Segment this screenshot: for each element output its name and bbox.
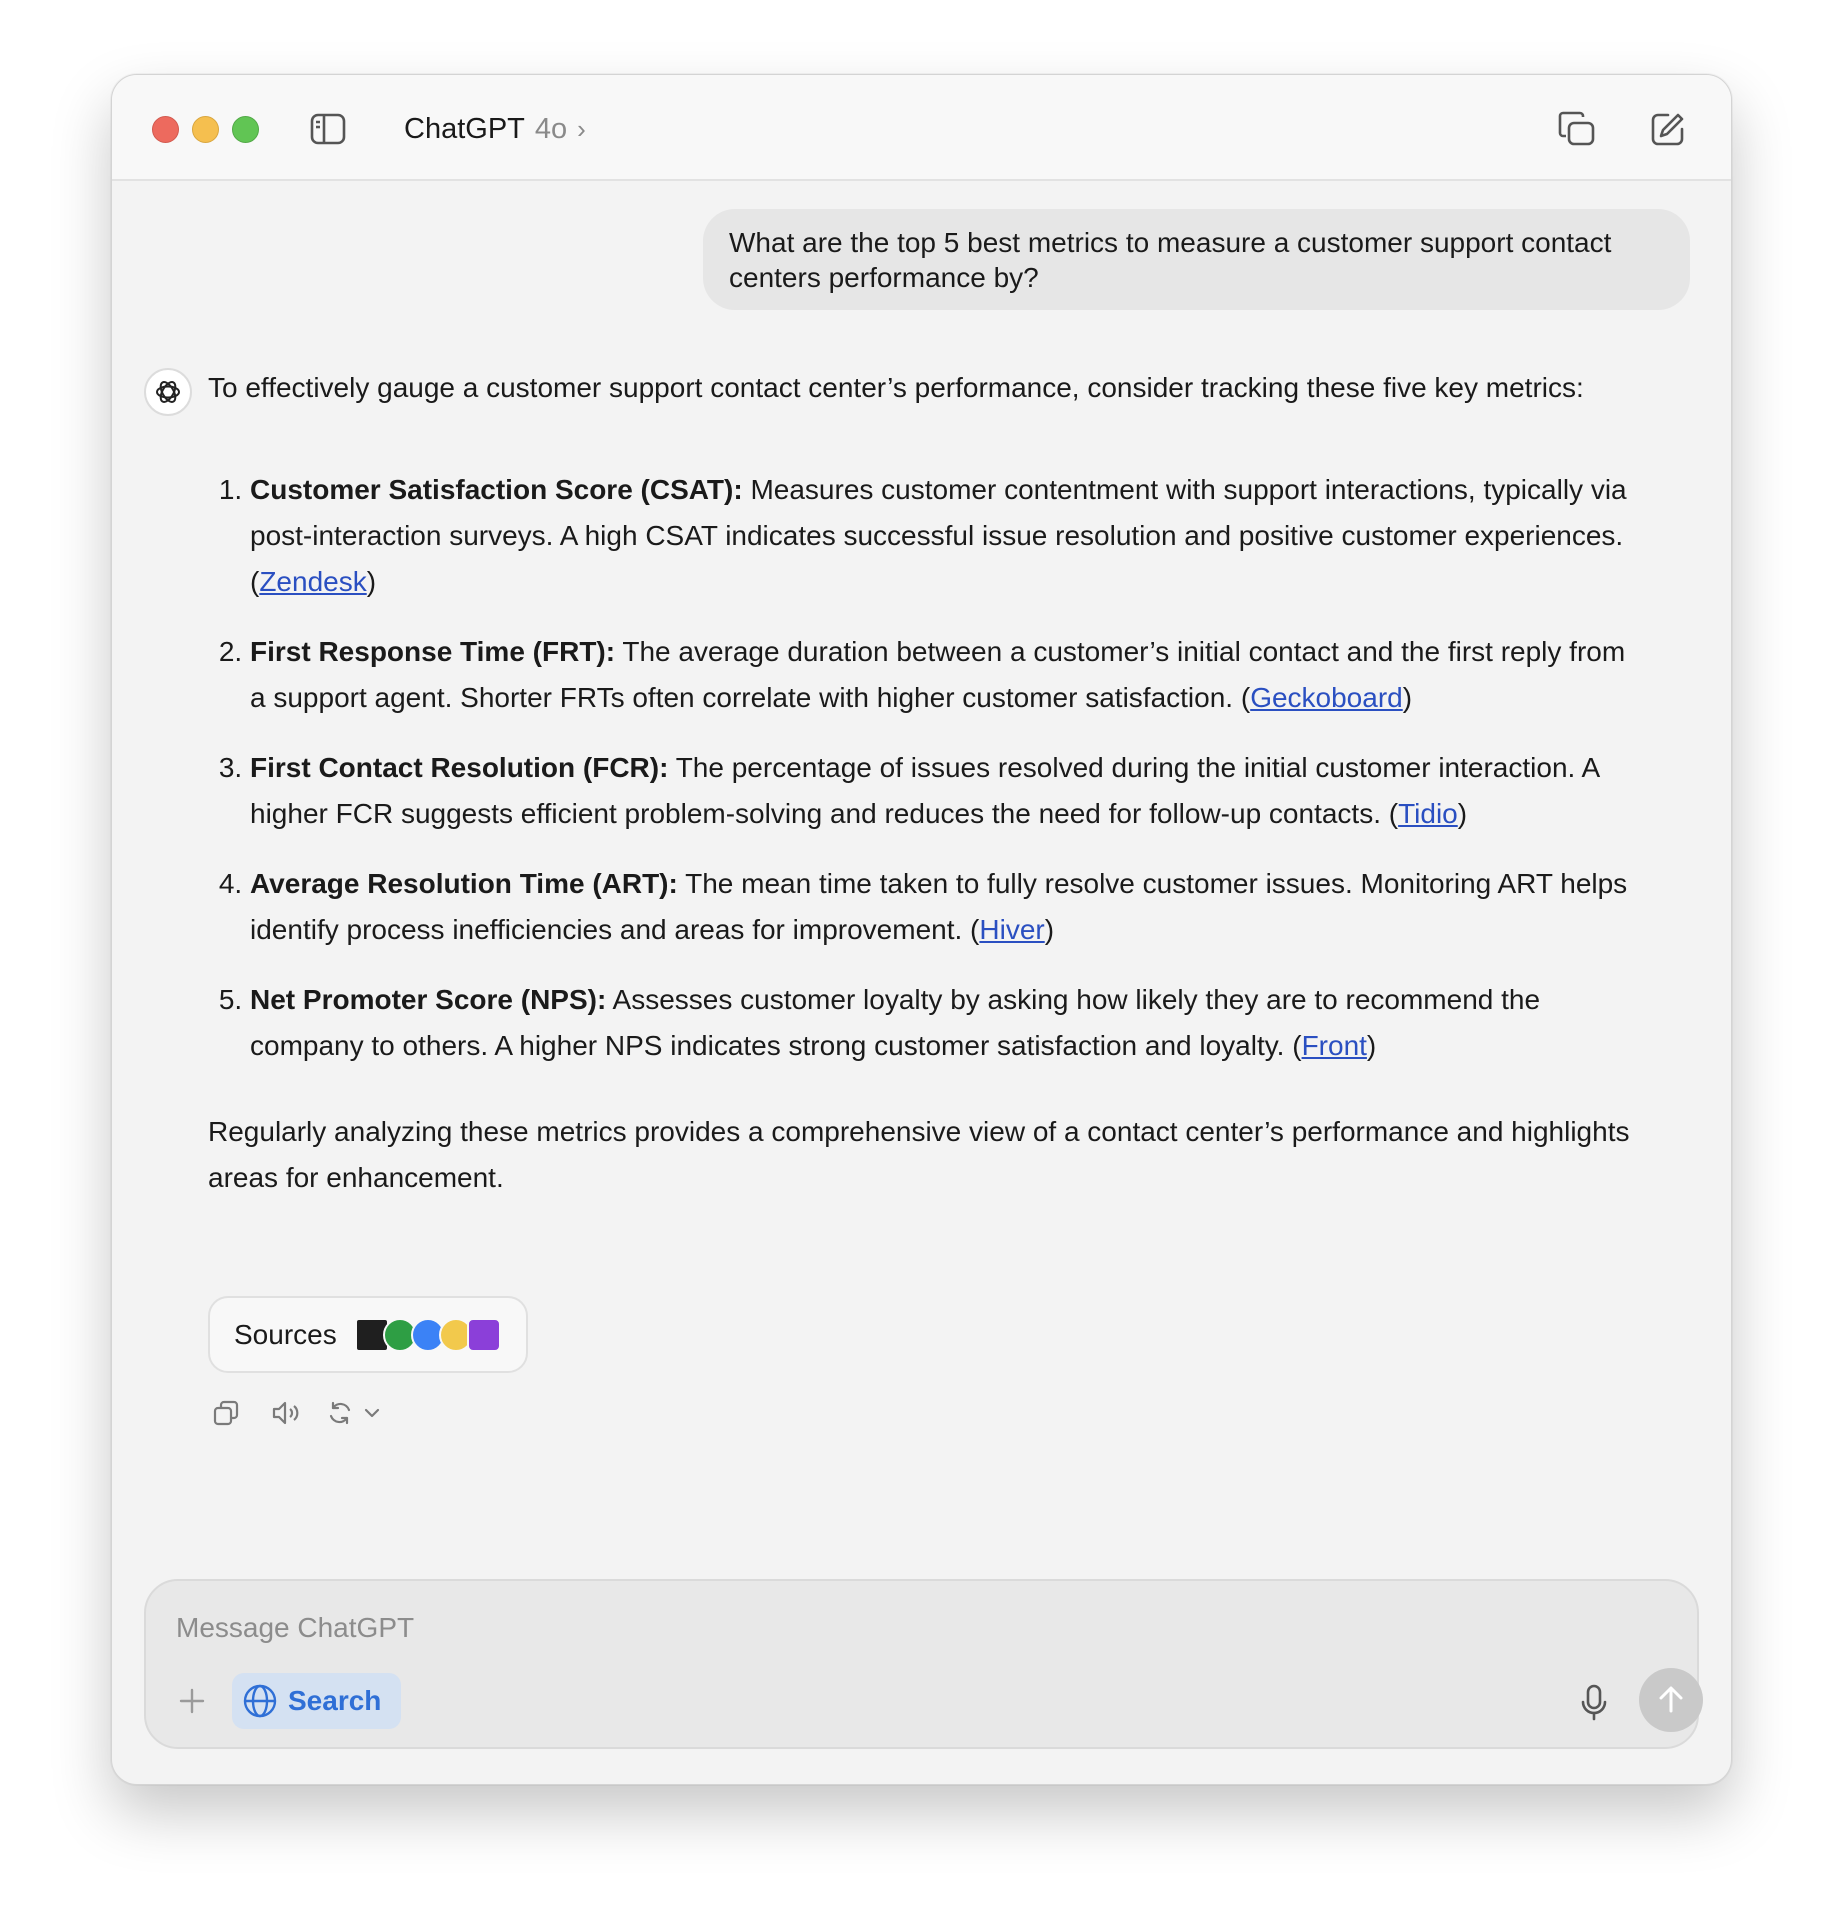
metric-body: The percentage of issues resolved during the initial customer interaction. A higher FCR suggests efficient problem-solving and reduces the need for follow-up contacts. (: [250, 752, 1599, 829]
app-title: ChatGPT: [404, 112, 525, 145]
answer-intro: To effectively gauge a customer support contact center’s performance, consider tracking these five key metrics:: [208, 372, 1584, 403]
message-input[interactable]: [174, 1607, 1378, 1649]
paren-close: ): [1366, 1030, 1377, 1061]
list-item: [250, 977, 1648, 1069]
metrics-list: [208, 467, 1648, 1069]
title-bar: [112, 75, 1731, 181]
source-icons: [355, 1318, 501, 1352]
assistant-message: [208, 365, 1648, 1201]
message-actions: [208, 1395, 388, 1431]
minimize-window-button[interactable]: [192, 116, 219, 143]
search-label: Search: [288, 1685, 382, 1716]
microphone-icon[interactable]: [1574, 1681, 1614, 1725]
metric-title: Net Promoter Score (NPS):: [250, 984, 607, 1015]
metric-title: First Contact Resolution (FCR):: [250, 752, 669, 783]
source-link-front[interactable]: Front: [1301, 1030, 1367, 1061]
sources-button[interactable]: [208, 1296, 528, 1373]
paren-close: ): [366, 566, 377, 597]
search-toggle-button[interactable]: [232, 1673, 401, 1729]
metric-title: Average Resolution Time (ART):: [250, 868, 678, 899]
source-link-hiver[interactable]: Hiver: [979, 914, 1045, 945]
metric-title: Customer Satisfaction Score (CSAT):: [250, 474, 743, 505]
paren-close: ): [1044, 914, 1055, 945]
list-item: [250, 745, 1648, 837]
user-message-bubble: What are the top 5 best metrics to measure a customer support contact centers performance by?: [703, 209, 1690, 310]
globe-icon: [242, 1683, 278, 1719]
close-window-button[interactable]: [152, 116, 179, 143]
list-item: [250, 467, 1648, 605]
arrow-up-icon: [1655, 1684, 1687, 1716]
metric-body: Measures customer contentment with support interactions, typically via post-interaction surveys. A high CSAT indicates successful issue resolution and positive customer experiences. (: [250, 474, 1627, 597]
chatgpt-logo-icon: [144, 368, 192, 416]
send-button[interactable]: [1639, 1668, 1703, 1732]
copy-icon[interactable]: [208, 1395, 244, 1431]
read-aloud-icon[interactable]: [268, 1395, 304, 1431]
sources-label: Sources: [234, 1318, 337, 1350]
paren-close: ): [1402, 682, 1413, 713]
answer-closing: Regularly analyzing these metrics provides a comprehensive view of a contact center’s performance and highlights areas for enhancement.: [208, 1116, 1630, 1193]
new-window-icon[interactable]: [1556, 109, 1596, 149]
source-link-zendesk[interactable]: Zendesk: [259, 566, 367, 597]
metric-title: First Response Time (FRT):: [250, 636, 616, 667]
plus-icon[interactable]: [172, 1681, 212, 1721]
sidebar-toggle-icon[interactable]: [308, 109, 348, 149]
metric-body: The mean time taken to fully resolve customer issues. Monitoring ART helps identify process inefficiencies and areas for improvement. (: [250, 868, 1628, 945]
paren-close: ): [1457, 798, 1468, 829]
front-icon: [467, 1318, 501, 1352]
source-link-tidio[interactable]: Tidio: [1398, 798, 1458, 829]
model-selector[interactable]: [404, 109, 586, 149]
chevron-right-icon: ›: [577, 113, 586, 144]
metric-body: Assesses customer loyalty by asking how likely they are to recommend the company to others. A higher NPS indicates strong customer satisfaction and loyalty. (: [250, 984, 1541, 1061]
zoom-window-button[interactable]: [232, 116, 259, 143]
source-link-geckoboard[interactable]: Geckoboard: [1250, 682, 1403, 713]
list-item: [250, 629, 1648, 721]
model-name: 4o: [534, 112, 568, 145]
chatgpt-window: [111, 74, 1732, 1785]
new-chat-icon[interactable]: [1648, 109, 1688, 149]
list-item: [250, 861, 1648, 953]
message-composer: [144, 1579, 1699, 1749]
metric-body: The average duration between a customer’s initial contact and the first reply from a support agent. Shorter FRTs often correlate with higher customer satisfaction. (: [250, 636, 1626, 713]
regenerate-icon[interactable]: [328, 1395, 388, 1431]
